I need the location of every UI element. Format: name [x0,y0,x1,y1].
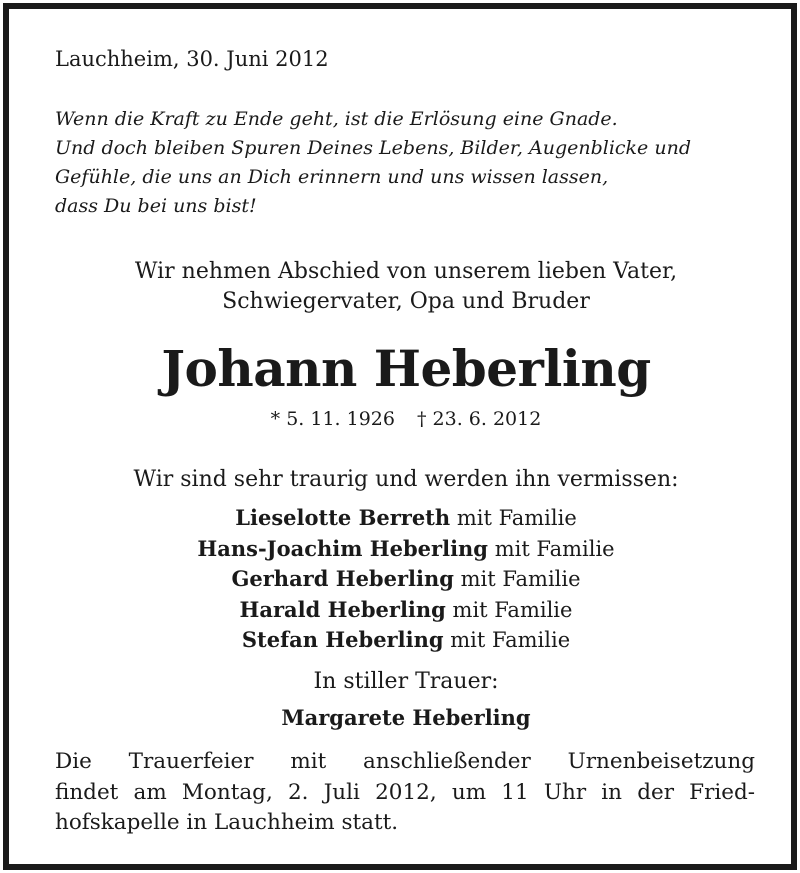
mourner-name: Harald Heberling [239,596,446,622]
mourner-row [9,625,800,656]
mourners-list [9,503,800,656]
life-dates [9,408,800,430]
mourner-name: Gerhard Heberling [231,566,454,591]
intro-text [9,257,800,317]
quote-line: Wenn die Kraft zu Ende geht, ist die Erlösung eine Gnade. [55,108,618,130]
mourner-suffix: mit Familie [452,597,573,622]
death-date: † 23. 6. 2012 [417,408,542,430]
mourner-name: Stefan Heberling [241,627,444,652]
service-line: findet am Montag, 2. Juli 2012, um 11 Uhr in der Fried- [55,779,755,805]
quote-line: Gefühle, die uns an Dich erinnern und uns wissen lassen, [55,166,609,188]
mourners-intro: Wir sind sehr traurig und werden ihn vermissen: [133,467,679,492]
mourner-suffix: mit Familie [450,628,571,652]
quote [55,105,755,221]
intro-line: Wir nehmen Abschied von unserem lieben Vater, [134,259,678,284]
mourner-suffix: mit Familie [460,567,581,591]
mourner-row [9,595,800,626]
birth-date: * 5. 11. 1926 [270,408,395,430]
mourning-label: In stiller Trauer: [313,669,499,694]
mourner-name: Lieselotte Berreth [235,505,451,530]
mourner-row [9,564,800,595]
quote-line: Und doch bleiben Spuren Deines Lebens, Bilder, Augenblicke und [55,137,691,159]
mourner-suffix: mit Familie [494,536,615,561]
mourner-row [9,503,800,534]
mourner-name: Hans-Joachim Heberling [197,535,488,561]
mourner-suffix: mit Familie [456,506,577,530]
service-line: hofskapelle in Lauchheim statt. [55,810,399,835]
service-details [55,747,755,839]
widow-name: Margarete Heberling [281,705,531,730]
intro-line: Schwiegervater, Opa und Bruder [222,289,590,314]
deceased-name: Johann Heberling [161,339,651,398]
quote-line: dass Du bei uns bist! [55,195,257,217]
mourner-row [9,534,800,565]
service-line: Die Trauerfeier mit anschließender Urnenbeisetzung [55,749,755,774]
place-date: Lauchheim, 30. Juni 2012 [55,47,329,71]
obituary-notice [3,3,797,870]
